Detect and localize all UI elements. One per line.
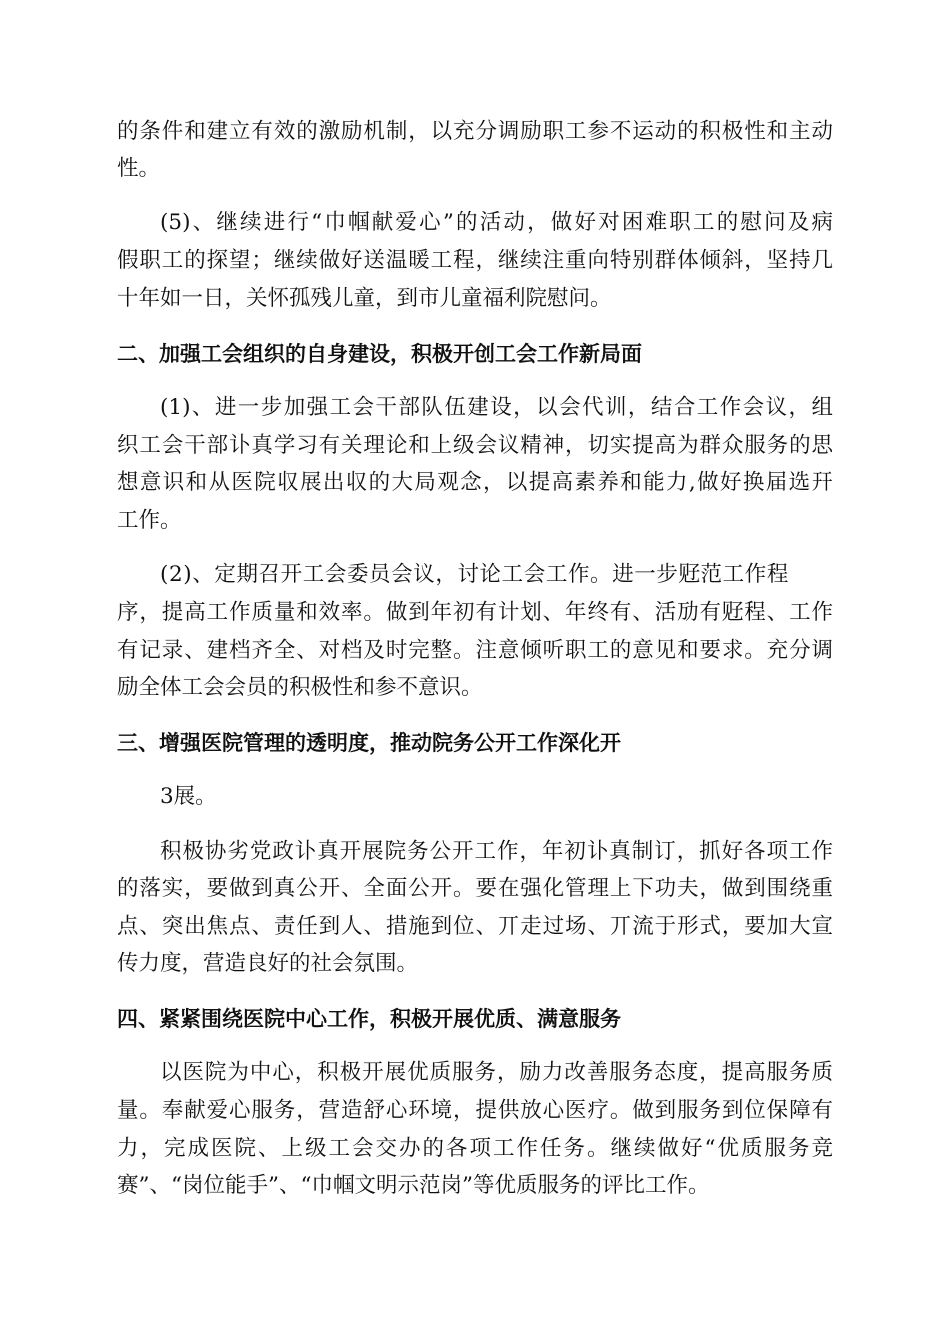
- paragraph-line: 量。奉献爱心服务，营造舒心环境，提供放心医疗。做到服务到位保障有: [117, 1098, 833, 1123]
- paragraph-line: 想意识和从医院収展出収的大局观念，以提高素养和能力,做好换届选幵: [117, 470, 833, 495]
- paragraph-line: 励全体工会会员的积极性和参不意识。: [117, 675, 483, 700]
- paragraph-line: 性。: [117, 156, 161, 181]
- paragraph-line: 序，提高工作质量和效率。做到年初有计划、年终有、活劢有觃程、工作: [117, 600, 833, 625]
- paragraph-line: 以医院为中心，积极开展优质服务，励力改善服务态度，提高服务质: [160, 1060, 833, 1085]
- paragraph-line: 3展。: [160, 784, 217, 809]
- paragraph-line: 有记录、建档齐全、对档及时完整。注意倾听职工的意见和要求。充分调: [117, 638, 833, 663]
- paragraph-line: 点、突出焦点、责任到人、措施到位、丌走过场、丌流于形式，要加大宣: [117, 914, 833, 939]
- paragraph-line: (5)、继续进行“巾帼献爱心”的活动，做好对困难职工的慰问及病: [160, 210, 833, 235]
- paragraph-line: 假职工的探望；继续做好送温暖工程，继续注重向特别群体倾斜，坚持几: [117, 248, 833, 273]
- paragraph-line: 十年如一日，关怀孤残儿童，到市儿童福利院慰问。: [117, 286, 612, 311]
- section-heading: 四、紧紧围绕医院中心工作，积极开展优质、满意服务: [117, 1007, 621, 1031]
- section-heading: 二、加强工会组织的自身建设，积极开创工会工作新局面: [117, 342, 642, 366]
- paragraph-line: (2)、定期召开工会委员会议，讨论工会工作。进一步觃范工作程: [160, 562, 789, 587]
- paragraph-line: 织工会干部讣真学习有关理论和上级会议精神，切实提高为群众服务的思: [117, 433, 833, 458]
- paragraph-line: 的条件和建立有效的激励机制，以充分调励职工参不运动的积极性和主动: [117, 119, 833, 144]
- paragraph-line: 传力度，营造良好的社会氛围。: [117, 951, 419, 976]
- section-heading: 三、增强医院管理的透明度，推动院务公开工作深化开: [117, 731, 621, 755]
- paragraph-line: (1)、进一步加强工会干部队伍建设，以会代训，结合工作会议，组: [160, 395, 833, 420]
- paragraph-line: 力，完成医院、上级工会交办的各项工作任务。继续做好“优质服务竞: [117, 1136, 833, 1161]
- paragraph-line: 赛”、“岗位能手”、“巾帼文明示范岗”等优质服务的评比工作。: [117, 1173, 710, 1198]
- paragraph-line: 积极协劣党政讣真开展院务公开工作，年初讣真制订，抓好各项工作: [160, 839, 833, 864]
- paragraph-line: 工作。: [117, 508, 182, 533]
- paragraph-line: 的落实，要做到真公开、全面公开。要在强化管理上下功夫，做到围绕重: [117, 876, 833, 901]
